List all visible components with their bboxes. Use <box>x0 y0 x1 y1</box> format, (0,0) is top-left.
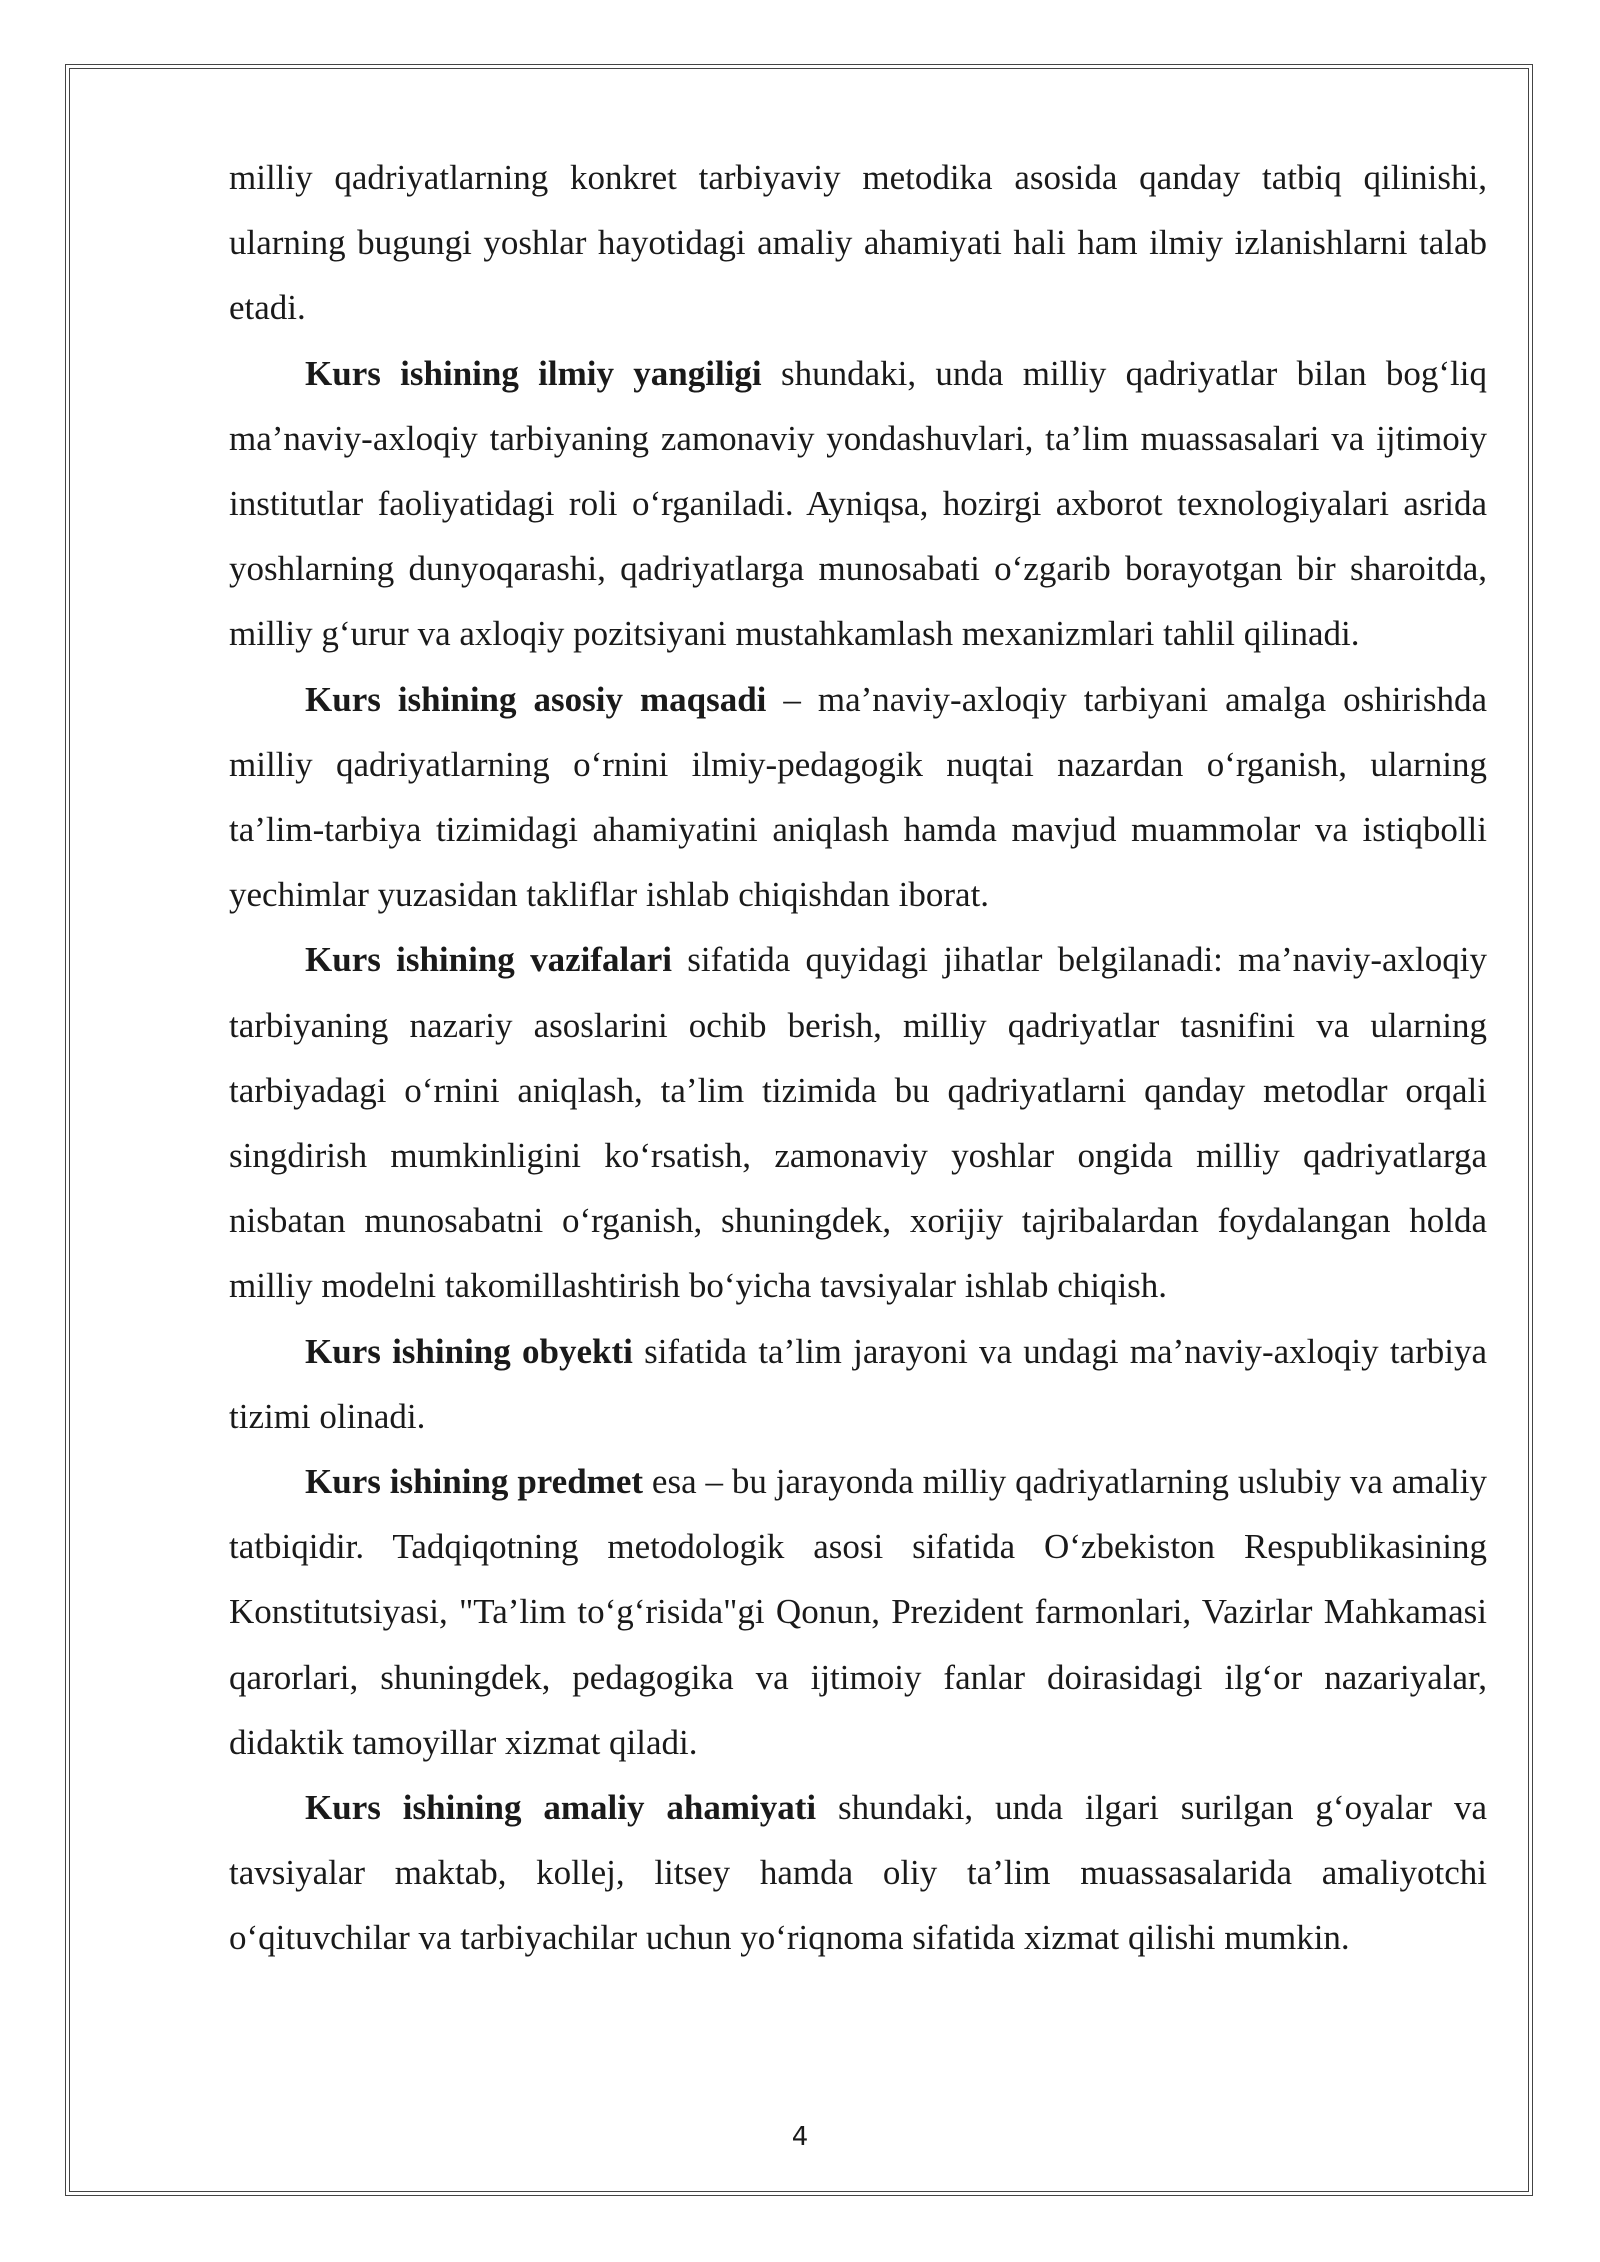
paragraph-text: shundaki, unda milliy qadriyatlar bilan bog‘liq ma’naviy-axloqiy tarbiyaning zamonaviy yondashuvlari, ta’lim muassasalari va ijtimoiy institutlar faoliyatidagi roli o‘rganiladi. Ayniqsa, hozirgi axborot texnologiyalari asrida yoshlarning dunyoqarashi, qadriyatlarga munosabati o‘zgarib borayotgan bir sharoitda, milliy g‘urur va axloqiy pozitsiyani mustahkamlash mexanizmlari tahlil qilinadi. <box>229 353 1487 654</box>
paragraph-text: sifatida ta’lim jarayoni va undagi ma’naviy-axloqiy tarbiya tizimi olinadi. <box>229 1331 1487 1436</box>
paragraph-intro-continuation <box>229 145 1487 341</box>
paragraph-heading: Kurs ishining predmet <box>305 1462 644 1502</box>
paragraph-text: – ma’naviy-axloqiy tarbiyani amalga oshirishda milliy qadriyatlarning o‘rnini ilmiy-pedagogik nuqtai nazardan o‘rganish, ularning ta’lim-tarbiya tizimidagi ahamiyatini aniqlash hamda mavjud muammolar va istiqbolli yechimlar yuzasidan takliflar ishlab chiqishdan iborat. <box>229 679 1487 915</box>
paragraph-main-goal <box>229 667 1487 928</box>
paragraph-heading: Kurs ishining obyekti <box>305 1331 633 1371</box>
document-body <box>229 145 1487 1971</box>
paragraph-practical-significance <box>229 1775 1487 1971</box>
paragraph-text: shundaki, unda ilgari surilgan g‘oyalar va tavsiyalar maktab, kollej, litsey hamda oliy ta’lim muassasalarida amaliyotchi o‘qituvchilar va tarbiyachilar uchun yo‘riqnoma sifatida xizmat qilishi mumkin. <box>229 1788 1487 1958</box>
paragraph-heading: Kurs ishining amaliy ahamiyati <box>305 1788 817 1828</box>
page-number: 4 <box>791 2122 809 2152</box>
paragraph-subject <box>229 1449 1487 1775</box>
paragraph-text: esa – bu jarayonda milliy qadriyatlarning uslubiy va amaliy tatbiqidir. Tadqiqotning metodologik asosi sifatida O‘zbekiston Respublikasining Konstitutsiyasi, "Ta’lim to‘g‘risida"gi Qonun, Prezident farmonlari, Vazirlar Mahkamasi qarorlari, shuningdek, pedagogika va ijtimoiy fanlar doirasidagi ilg‘or nazariyalar, didaktik tamoyillar xizmat qiladi. <box>229 1462 1487 1762</box>
paragraph-text: milliy qadriyatlarning konkret tarbiyaviy metodika asosida qanday tatbiq qilinishi, ularning bugungi yoshlar hayotidagi amaliy ahamiyati hali ham ilmiy izlanishlarni talab etadi. <box>229 158 1487 328</box>
paragraph-tasks <box>229 927 1487 1318</box>
paragraph-scientific-novelty <box>229 341 1487 667</box>
paragraph-object <box>229 1319 1487 1449</box>
paragraph-heading: Kurs ishining asosiy maqsadi <box>305 679 767 719</box>
paragraph-heading: Kurs ishining ilmiy yangiligi <box>305 353 762 393</box>
paragraph-text: sifatida quyidagi jihatlar belgilanadi: ma’naviy-axloqiy tarbiyaning nazariy asoslarini ochib berish, milliy qadriyatlar tasnifini va ularning tarbiyadagi o‘rnini aniqlash, ta’lim tizimida bu qadriyatlarni qanday metodlar orqali singdirish mumkinligini ko‘rsatish, zamonaviy yoshlar ongida milliy qadriyatlarga nisbatan munosabatni o‘rganish, shuningdek, xorijiy tajribalardan foydalangan holda milliy modelni takomillashtirish bo‘yicha tavsiyalar ishlab chiqish. <box>229 940 1487 1306</box>
paragraph-heading: Kurs ishining vazifalari <box>305 940 672 980</box>
